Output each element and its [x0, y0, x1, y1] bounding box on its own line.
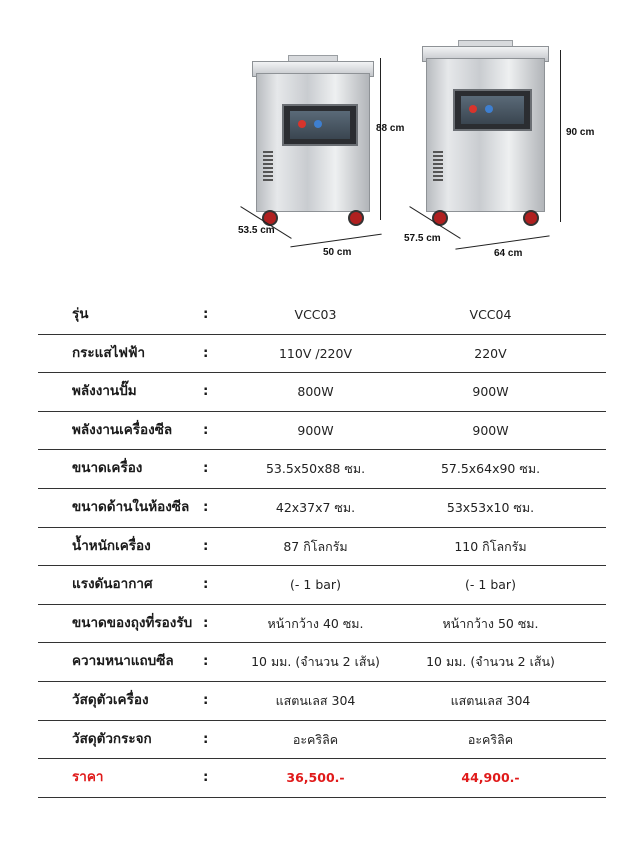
width-label: 64 cm — [494, 248, 523, 259]
price-vcc04: 44,900.- — [461, 770, 520, 786]
value-vcc03: 42x37x7 ซม. — [275, 499, 356, 515]
spec-row-body-material — [38, 682, 606, 721]
colon: : — [203, 306, 209, 322]
row-label: ขนาดของถุงที่รองรับ — [72, 614, 193, 631]
value-vcc04: 10 มม. (จำนวน 2 เส้น) — [426, 654, 555, 670]
value-vcc03: 53.5x50x88 ซม. — [265, 461, 366, 477]
spec-row-price — [38, 759, 606, 798]
value-vcc03: อะคริลิค — [292, 731, 339, 747]
spec-row-voltage — [38, 335, 606, 374]
depth-label: 57.5 cm — [404, 233, 441, 244]
colon: : — [203, 460, 209, 477]
control-panel — [453, 89, 533, 131]
colon: : — [203, 498, 209, 515]
row-label: กระแสไฟฟ้า — [72, 344, 146, 361]
vacuum-machine-vcc04-image — [418, 40, 553, 230]
product-figure — [0, 0, 640, 270]
spec-row-pump-power — [38, 373, 606, 412]
colon: : — [203, 344, 209, 361]
value-vcc04: 900W — [472, 422, 509, 438]
value-vcc03: 10 มม. (จำนวน 2 เส้น) — [251, 654, 380, 670]
value-vcc04: 220V — [474, 345, 507, 361]
vacuum-machine-vcc03-image — [248, 55, 378, 230]
spec-row-bag-size — [38, 605, 606, 644]
row-label: พลังงานเครื่องซีล — [72, 421, 173, 438]
colon: : — [203, 691, 209, 708]
colon: : — [203, 421, 209, 438]
height-label: 90 cm — [566, 127, 595, 138]
height-dimension-line — [560, 50, 561, 222]
value-vcc03: 87 กิโลกรัม — [283, 538, 348, 554]
row-label: ความหนาแถบซีล — [72, 653, 174, 670]
value-vcc04: 900W — [472, 384, 509, 400]
value-vcc03: หน้ากว้าง 40 ซม. — [267, 615, 364, 631]
spec-row-weight — [38, 528, 606, 567]
value-vcc03: แสตนเลส 304 — [275, 692, 356, 708]
value-vcc04: VCC04 — [469, 307, 512, 322]
row-label: ขนาดเครื่อง — [72, 460, 143, 477]
value-vcc04: แสตนเลส 304 — [450, 692, 531, 708]
value-vcc04: อะคริลิค — [467, 731, 514, 747]
value-vcc04: 110 กิโลกรัม — [454, 538, 527, 554]
spec-row-chamber-size — [38, 489, 606, 528]
value-vcc04: หน้ากว้าง 50 ซม. — [442, 615, 539, 631]
price-vcc03: 36,500.- — [286, 770, 345, 786]
height-label: 88 cm — [376, 123, 405, 134]
row-label: แรงดันอากาศ — [72, 576, 153, 593]
value-vcc03: 110V /220V — [278, 345, 352, 361]
value-vcc04: 53x53x10 ซม. — [446, 499, 535, 515]
colon: : — [203, 614, 209, 631]
depth-label: 53.5 cm — [238, 225, 275, 236]
row-label: ขนาดด้านในห้องซีล — [72, 498, 190, 515]
value-vcc04: 57.5x64x90 ซม. — [440, 461, 541, 477]
value-vcc03: 800W — [297, 384, 334, 400]
spec-row-air-pressure — [38, 566, 606, 605]
width-label: 50 cm — [323, 247, 352, 258]
row-label: วัสดุตัวกระจก — [72, 730, 152, 747]
colon: : — [203, 730, 209, 747]
spec-row-sealer-power — [38, 412, 606, 451]
colon: : — [203, 383, 209, 400]
row-label: ราคา — [72, 769, 104, 786]
spec-row-seal-thickness — [38, 643, 606, 682]
value-vcc03: 900W — [297, 422, 334, 438]
colon: : — [203, 769, 209, 786]
spec-row-machine-size — [38, 450, 606, 489]
row-label: น้ำหนักเครื่อง — [72, 537, 151, 554]
row-label: พลังงานปั๊ม — [72, 383, 137, 400]
value-vcc03: (- 1 bar) — [290, 577, 341, 593]
colon: : — [203, 537, 209, 554]
spec-row-model — [38, 296, 606, 335]
row-label: วัสดุตัวเครื่อง — [72, 691, 149, 708]
spec-row-glass-material — [38, 721, 606, 760]
colon: : — [203, 653, 209, 670]
width-dimension-line — [290, 234, 381, 248]
height-dimension-line — [380, 58, 381, 220]
value-vcc04: (- 1 bar) — [465, 577, 516, 593]
colon: : — [203, 576, 209, 593]
value-vcc03: VCC03 — [294, 307, 337, 322]
row-label: รุ่น — [72, 306, 89, 322]
spec-table — [38, 296, 606, 798]
control-panel — [282, 104, 358, 146]
